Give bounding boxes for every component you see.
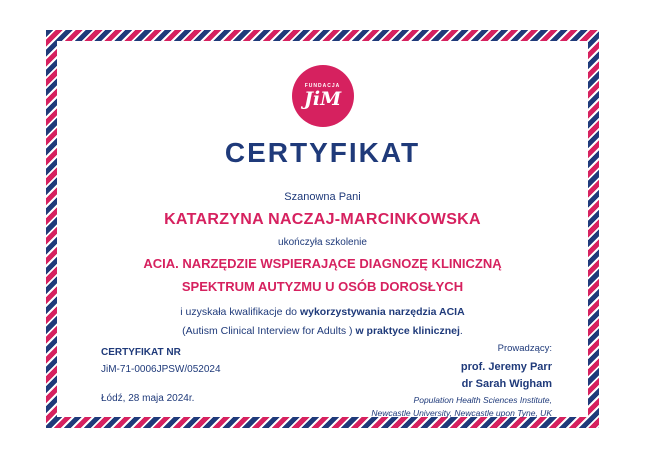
certificate-number-value: JiM-71-0006JPSW/052024	[101, 364, 221, 375]
qualification-prefix: i uzyskała kwalifikacje do	[180, 306, 300, 318]
place-and-date: Łódź, 28 maja 2024r.	[101, 393, 195, 404]
recipient-name: KATARZYNA NACZAJ-MARCINKOWSKA	[164, 211, 481, 228]
certificate-number-label: CERTYFIKAT NR	[101, 347, 181, 358]
logo-main-text: JiM	[303, 88, 342, 110]
qualification-period: .	[459, 325, 463, 337]
jim-foundation-logo	[292, 65, 354, 127]
logo-top-text: FUNDACJA	[304, 83, 341, 89]
qualification-line-1	[57, 306, 588, 318]
logo-circle-icon	[292, 65, 354, 127]
certificate-number-block	[101, 347, 221, 375]
signatories-block	[371, 343, 552, 418]
certificate-content-area	[57, 41, 588, 417]
certificate-title: CERTYFIKAT	[224, 137, 421, 168]
course-title-line-2: SPEKTRUM AUTYZMU U OSÓB DOROSŁYCH	[181, 279, 464, 294]
salutation-text: Szanowna Pani	[284, 191, 361, 203]
affiliation-line-1: Population Health Sciences Institute,	[413, 395, 552, 405]
completion-label: ukończyła szkolenie	[278, 237, 367, 248]
qualification-line-2	[57, 325, 588, 337]
affiliation-line-2: Newcastle University, Newcastle upon Tyne, UK	[371, 408, 552, 418]
signatory-name-1: prof. Jeremy Parr	[460, 361, 552, 373]
qualification-tool-name: wykorzystywania narzędzia ACIA	[299, 306, 465, 318]
signatory-name-2: dr Sarah Wigham	[461, 378, 552, 390]
decorative-striped-border	[46, 30, 599, 428]
qualification-practice-text: w praktyce klinicznej	[355, 325, 460, 337]
course-title-line-1: ACIA. NARZĘDZIE WSPIERAJĄCE DIAGNOZĘ KLINICZNĄ	[143, 256, 502, 271]
signatories-label: Prowadzący:	[497, 343, 552, 354]
qualification-tool-expansion: (Autism Clinical Interview for Adults )	[182, 325, 356, 337]
